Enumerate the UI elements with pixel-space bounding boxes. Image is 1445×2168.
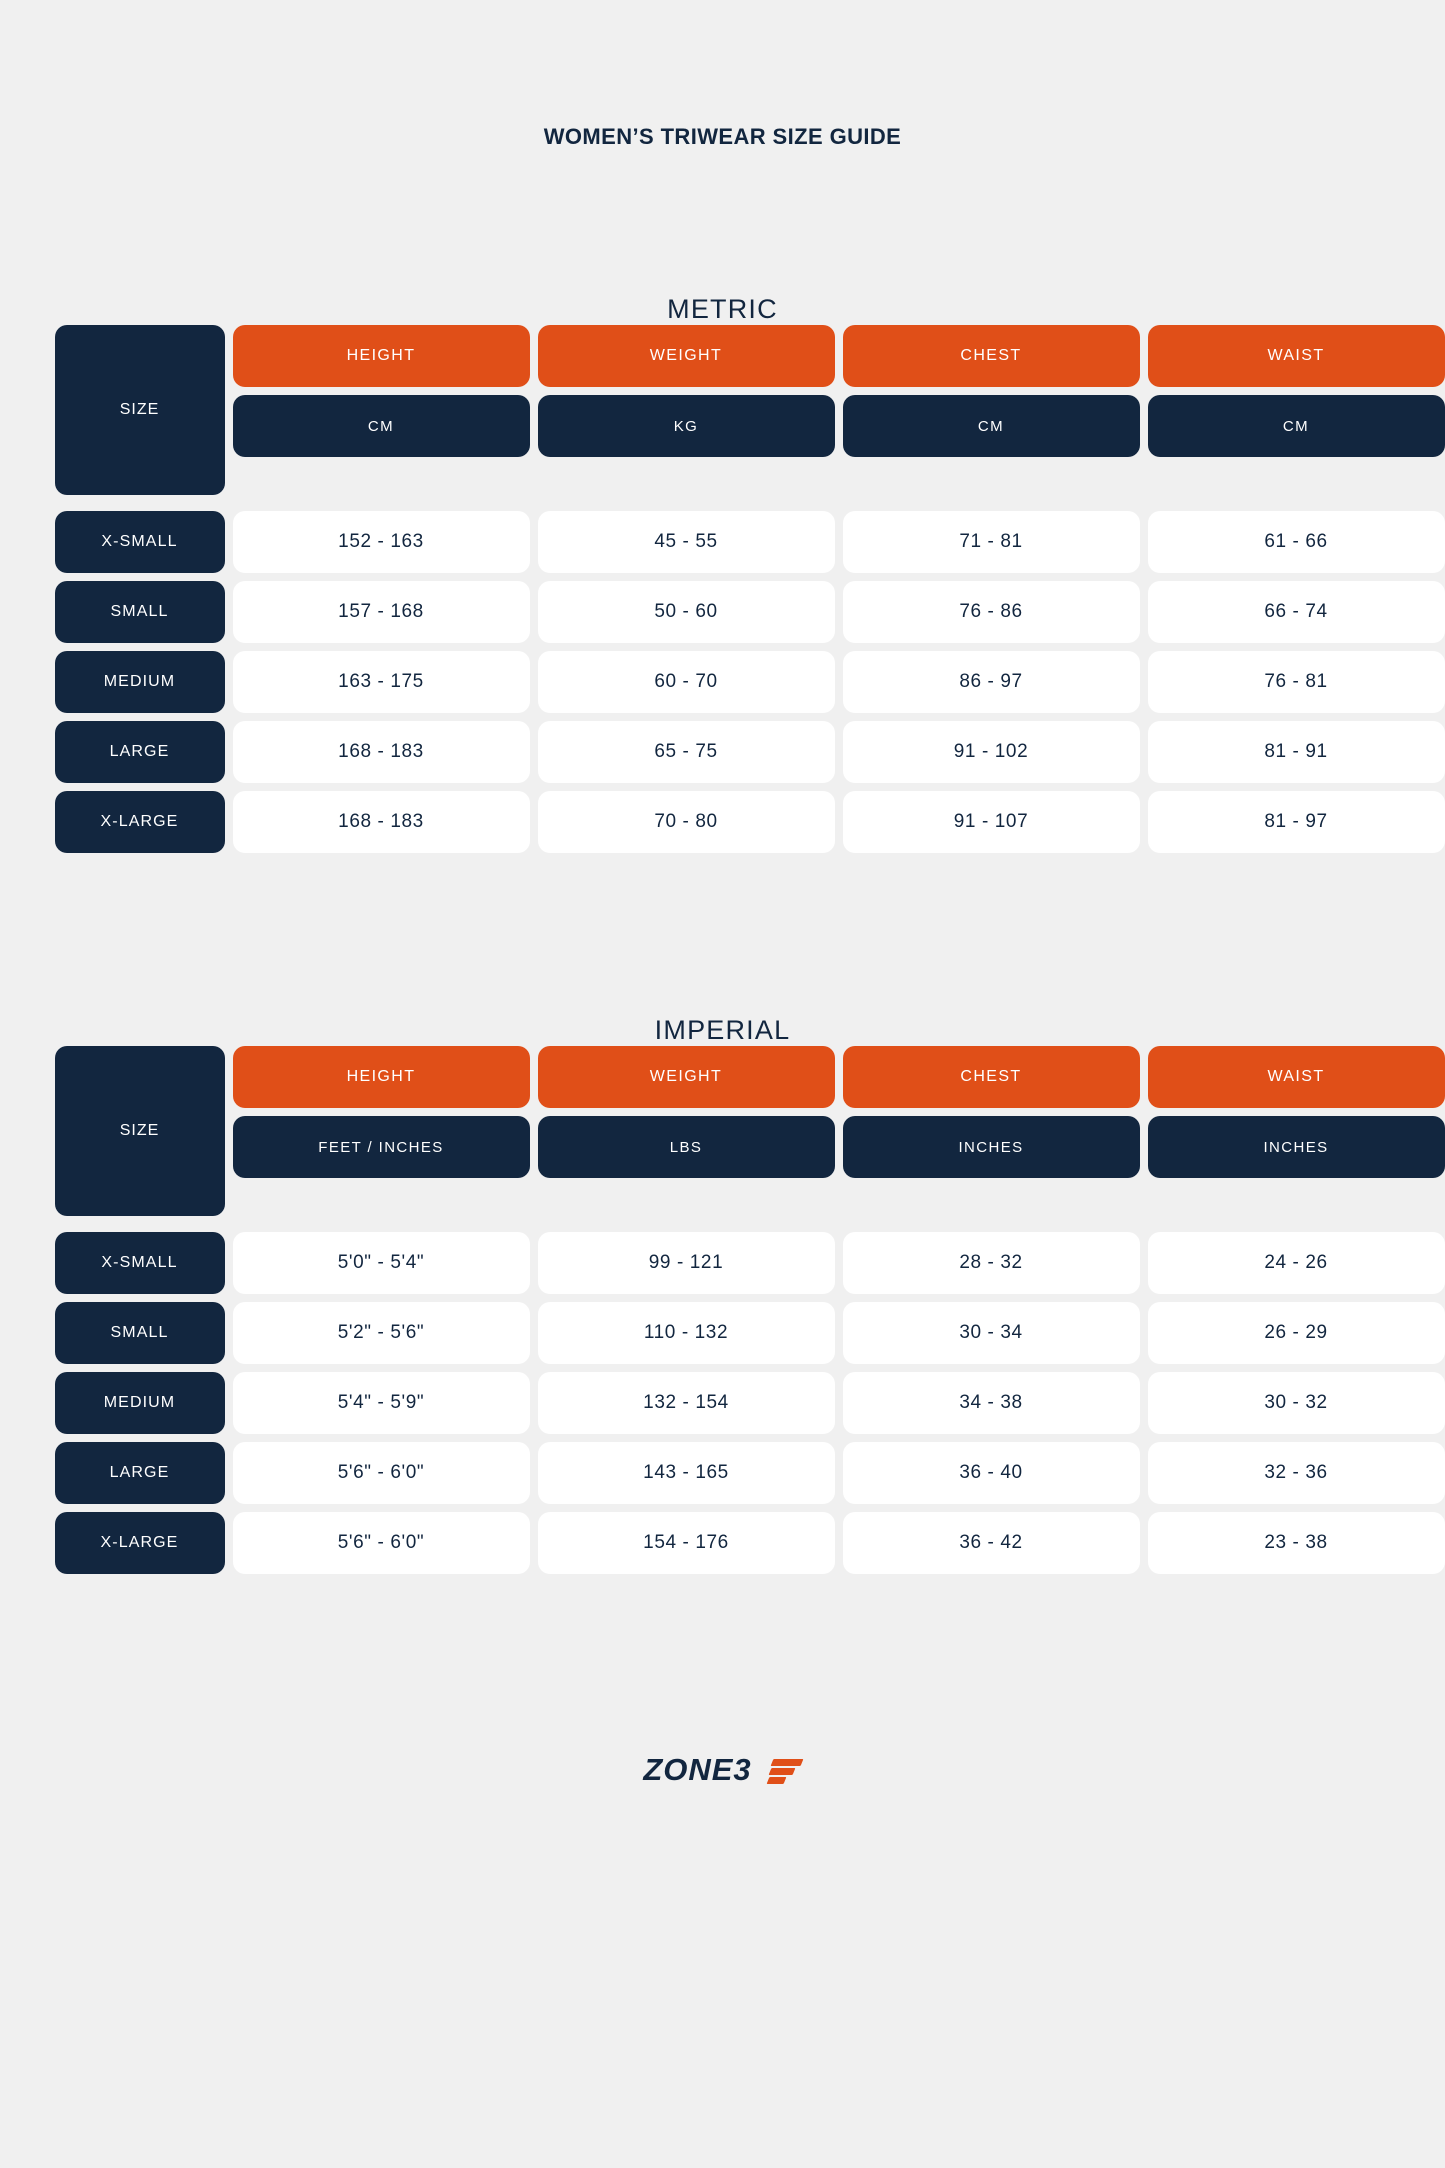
row-size-label: MEDIUM bbox=[55, 1372, 225, 1434]
row-size-label: X-SMALL bbox=[55, 511, 225, 573]
row-size-label: LARGE bbox=[55, 721, 225, 783]
cell-height: 5'4" - 5'9" bbox=[233, 1372, 530, 1434]
cell-height: 168 - 183 bbox=[233, 721, 530, 783]
cell-waist: 81 - 97 bbox=[1148, 791, 1445, 853]
cell-weight: 143 - 165 bbox=[538, 1442, 835, 1504]
cell-weight: 50 - 60 bbox=[538, 581, 835, 643]
imperial-size-table bbox=[28, 1046, 1418, 1574]
header-unit-waist: CM bbox=[1148, 395, 1445, 457]
cell-height: 5'0" - 5'4" bbox=[233, 1232, 530, 1294]
cell-height: 168 - 183 bbox=[233, 791, 530, 853]
table-row bbox=[55, 511, 1445, 573]
cell-chest: 91 - 107 bbox=[843, 791, 1140, 853]
header-label-height: HEIGHT bbox=[233, 325, 530, 387]
header-col-chest bbox=[843, 325, 1140, 495]
header-unit-weight: KG bbox=[538, 395, 835, 457]
table-row bbox=[55, 1232, 1445, 1294]
page-title: WOMEN’S TRIWEAR SIZE GUIDE bbox=[543, 124, 902, 149]
header-label-chest: CHEST bbox=[843, 1046, 1140, 1108]
header-col-waist bbox=[1148, 1046, 1445, 1216]
section-title-metric: METRIC bbox=[667, 294, 778, 324]
cell-waist: 61 - 66 bbox=[1148, 511, 1445, 573]
cell-chest: 28 - 32 bbox=[843, 1232, 1140, 1294]
table-row bbox=[55, 651, 1445, 713]
header-label-weight: WEIGHT bbox=[538, 1046, 835, 1108]
cell-chest: 91 - 102 bbox=[843, 721, 1140, 783]
cell-waist: 66 - 74 bbox=[1148, 581, 1445, 643]
cell-waist: 26 - 29 bbox=[1148, 1302, 1445, 1364]
table-row bbox=[55, 1302, 1445, 1364]
cell-waist: 32 - 36 bbox=[1148, 1442, 1445, 1504]
row-size-label: MEDIUM bbox=[55, 651, 225, 713]
brand-logo-text: ZONE3 bbox=[643, 1752, 752, 1787]
cell-waist: 24 - 26 bbox=[1148, 1232, 1445, 1294]
cell-weight: 65 - 75 bbox=[538, 721, 835, 783]
header-unit-chest: CM bbox=[843, 395, 1140, 457]
table-row bbox=[55, 1442, 1445, 1504]
cell-weight: 132 - 154 bbox=[538, 1372, 835, 1434]
table-header bbox=[55, 1046, 1445, 1216]
header-col-height bbox=[233, 1046, 530, 1216]
cell-chest: 86 - 97 bbox=[843, 651, 1140, 713]
header-col-chest bbox=[843, 1046, 1140, 1216]
cell-weight: 45 - 55 bbox=[538, 511, 835, 573]
table-header bbox=[55, 325, 1445, 495]
cell-weight: 110 - 132 bbox=[538, 1302, 835, 1364]
header-col-height bbox=[233, 325, 530, 495]
header-unit-weight: LBS bbox=[538, 1116, 835, 1178]
zone3-chevron-icon bbox=[762, 1757, 802, 1783]
cell-chest: 76 - 86 bbox=[843, 581, 1140, 643]
header-unit-waist: INCHES bbox=[1148, 1116, 1445, 1178]
table-row bbox=[55, 721, 1445, 783]
metric-size-table bbox=[28, 325, 1418, 853]
cell-chest: 30 - 34 bbox=[843, 1302, 1140, 1364]
table-row bbox=[55, 791, 1445, 853]
section-metric bbox=[0, 150, 1445, 853]
cell-waist: 81 - 91 bbox=[1148, 721, 1445, 783]
row-size-label: X-LARGE bbox=[55, 1512, 225, 1574]
cell-chest: 36 - 42 bbox=[843, 1512, 1140, 1574]
cell-chest: 34 - 38 bbox=[843, 1372, 1140, 1434]
table-row bbox=[55, 1512, 1445, 1574]
row-size-label: X-SMALL bbox=[55, 1232, 225, 1294]
spacer bbox=[55, 495, 1445, 511]
cell-waist: 76 - 81 bbox=[1148, 651, 1445, 713]
cell-waist: 23 - 38 bbox=[1148, 1512, 1445, 1574]
header-col-weight bbox=[538, 1046, 835, 1216]
spacer bbox=[55, 1216, 1445, 1232]
cell-height: 157 - 168 bbox=[233, 581, 530, 643]
row-size-label: X-LARGE bbox=[55, 791, 225, 853]
footer bbox=[0, 1582, 1445, 1868]
table-row bbox=[55, 581, 1445, 643]
cell-weight: 60 - 70 bbox=[538, 651, 835, 713]
header-col-weight bbox=[538, 325, 835, 495]
cell-height: 152 - 163 bbox=[233, 511, 530, 573]
cell-chest: 36 - 40 bbox=[843, 1442, 1140, 1504]
header-size-label: SIZE bbox=[55, 1046, 225, 1216]
section-title-imperial: IMPERIAL bbox=[654, 1015, 791, 1045]
cell-chest: 71 - 81 bbox=[843, 511, 1140, 573]
header-unit-height: FEET / INCHES bbox=[233, 1116, 530, 1178]
row-size-label: SMALL bbox=[55, 581, 225, 643]
cell-weight: 154 - 176 bbox=[538, 1512, 835, 1574]
header-label-waist: WAIST bbox=[1148, 1046, 1445, 1108]
header-unit-height: CM bbox=[233, 395, 530, 457]
cell-weight: 70 - 80 bbox=[538, 791, 835, 853]
header-label-weight: WEIGHT bbox=[538, 325, 835, 387]
row-size-label: SMALL bbox=[55, 1302, 225, 1364]
cell-height: 5'6" - 6'0" bbox=[233, 1442, 530, 1504]
header-label-chest: CHEST bbox=[843, 325, 1140, 387]
table-row bbox=[55, 1372, 1445, 1434]
header-label-waist: WAIST bbox=[1148, 325, 1445, 387]
cell-weight: 99 - 121 bbox=[538, 1232, 835, 1294]
cell-height: 163 - 175 bbox=[233, 651, 530, 713]
cell-height: 5'6" - 6'0" bbox=[233, 1512, 530, 1574]
section-imperial bbox=[0, 861, 1445, 1574]
row-size-label: LARGE bbox=[55, 1442, 225, 1504]
header-unit-chest: INCHES bbox=[843, 1116, 1140, 1178]
header-label-height: HEIGHT bbox=[233, 1046, 530, 1108]
cell-waist: 30 - 32 bbox=[1148, 1372, 1445, 1434]
cell-height: 5'2" - 5'6" bbox=[233, 1302, 530, 1364]
brand-logo bbox=[643, 1752, 801, 1788]
header-col-waist bbox=[1148, 325, 1445, 495]
header-size-label: SIZE bbox=[55, 325, 225, 495]
